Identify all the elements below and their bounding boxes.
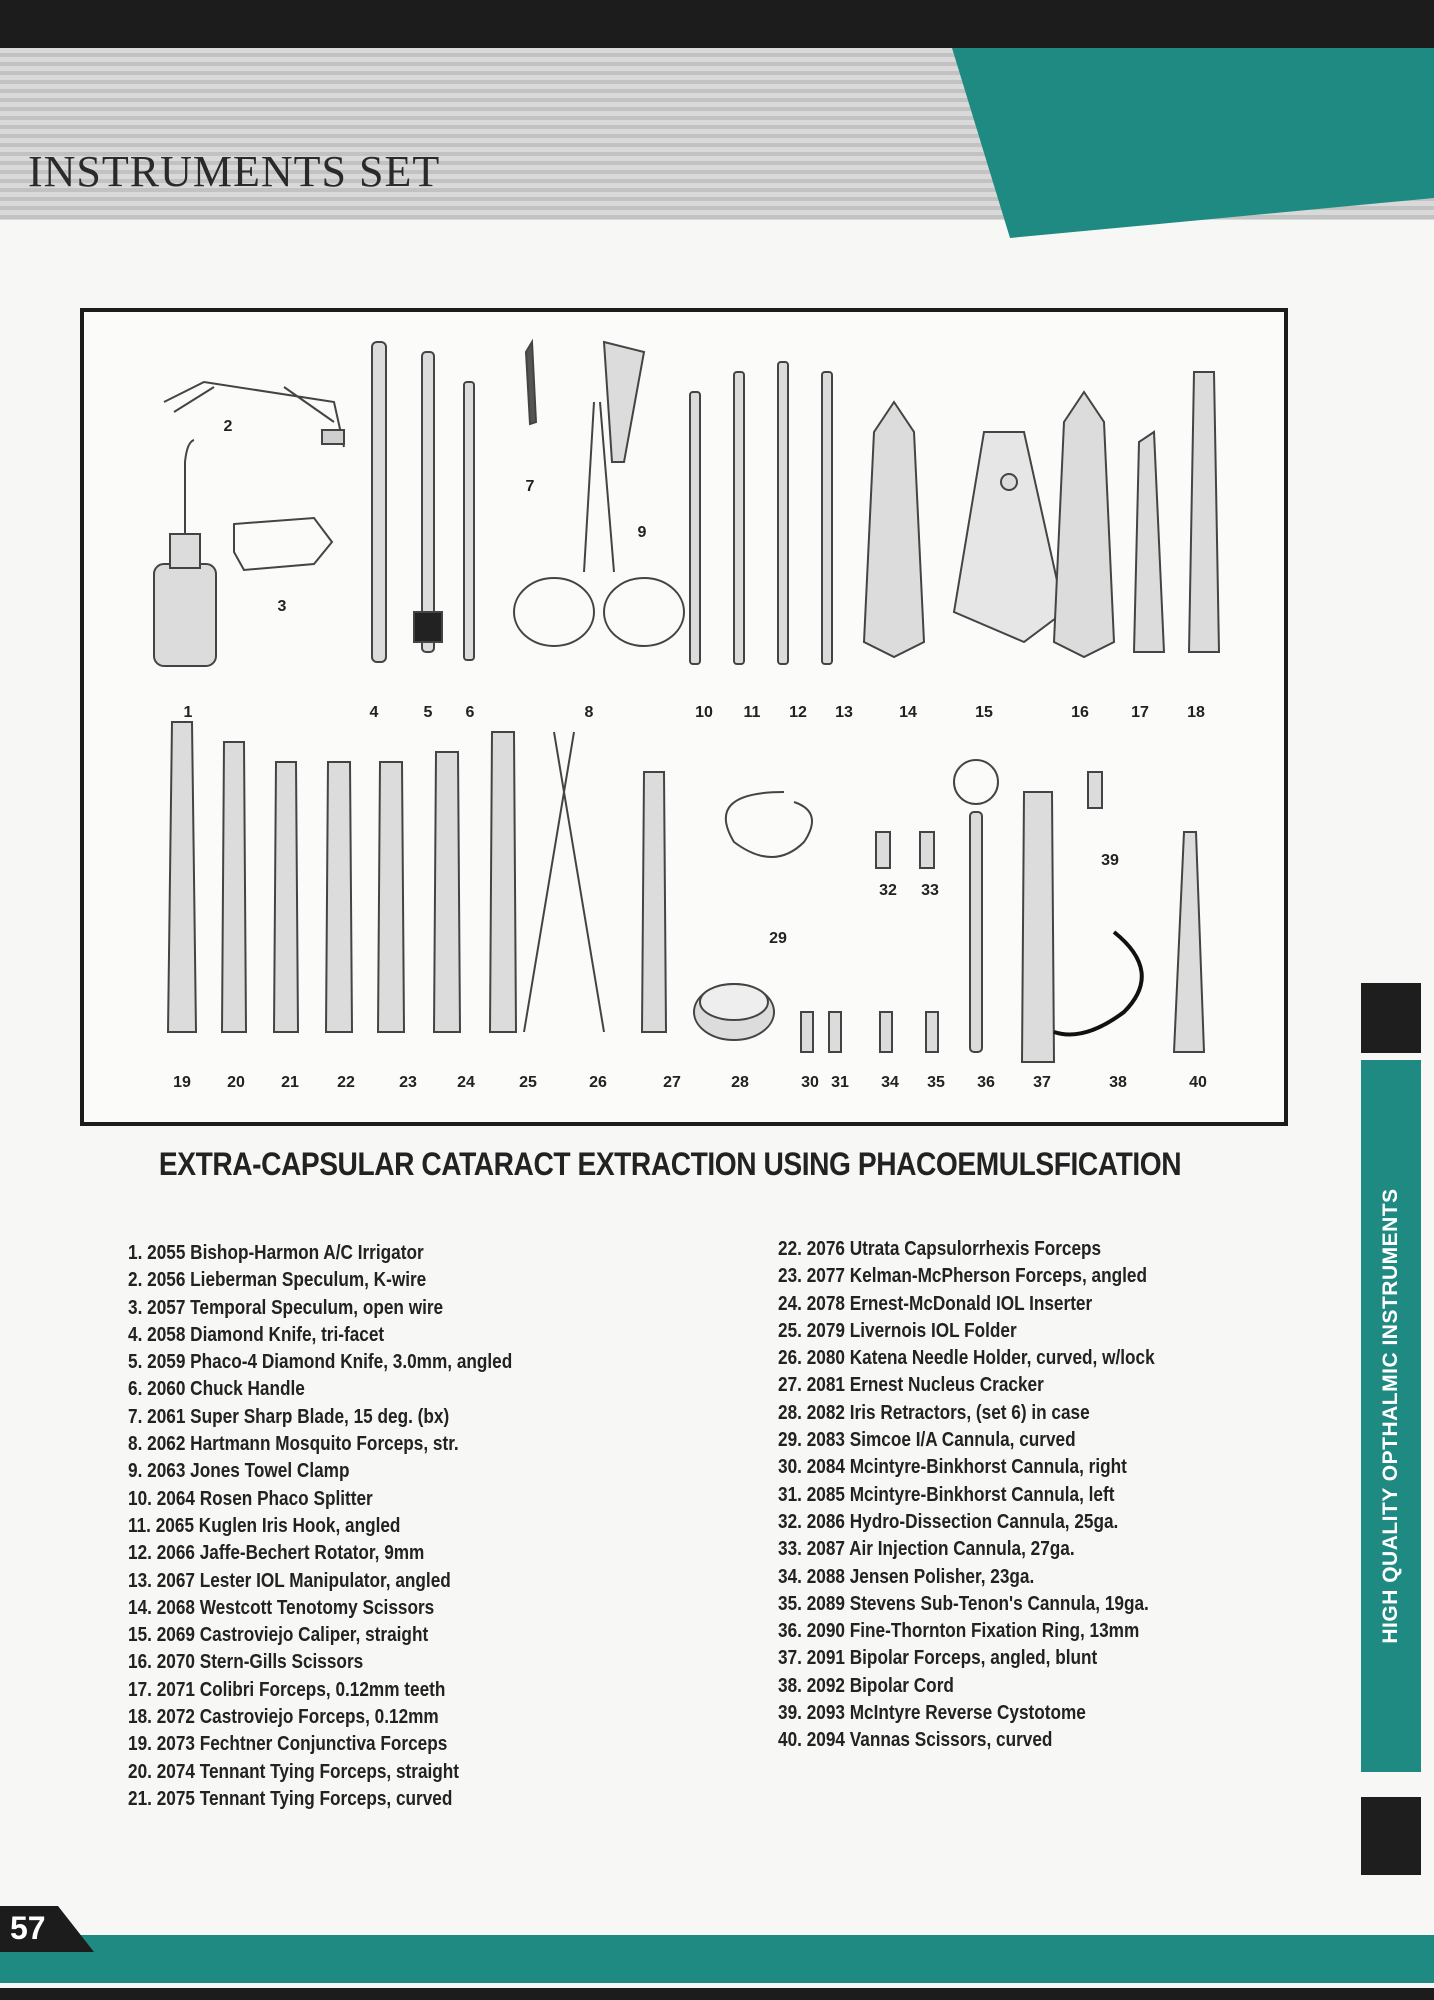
list-item: 10. 2064 Rosen Phaco Splitter (128, 1487, 373, 1510)
figure-number: 29 (769, 930, 787, 947)
figure-number: 15 (975, 704, 993, 721)
figure-number: 30 (801, 1074, 819, 1091)
retractor-case-illustration (694, 984, 774, 1040)
stern-gills-scissors-illustration (1054, 392, 1114, 657)
page-title: INSTRUMENTS SET (28, 147, 441, 196)
list-item: 23. 2077 Kelman-McPherson Forceps, angled (778, 1265, 1147, 1288)
list-item: 22. 2076 Utrata Capsulorrhexis Forceps (778, 1238, 1102, 1260)
figure-number: 38 (1109, 1074, 1127, 1091)
list-item: 4. 2058 Diamond Knife, tri-facet (128, 1323, 385, 1346)
figure-number: 21 (281, 1074, 299, 1091)
figure-number: 18 (1187, 704, 1205, 721)
figure-number: 14 (899, 704, 917, 721)
phaco-knife-illustration (422, 352, 434, 652)
castroviejo-forceps-illustration (1189, 372, 1219, 652)
figure-number: 19 (173, 1074, 191, 1091)
vannas-scissors-illustration (1174, 832, 1204, 1052)
list-item: 17. 2071 Colibri Forceps, 0.12mm teeth (128, 1678, 446, 1701)
caliper-illustration (954, 432, 1064, 642)
figure-number: 24 (457, 1074, 475, 1091)
list-item: 5. 2059 Phaco-4 Diamond Knife, 3.0mm, angled (128, 1351, 513, 1374)
side-tab-label: HIGH QUALITY OPTHALMIC INSTRUMENTS (1379, 1188, 1402, 1644)
temporal-speculum-illustration (234, 518, 332, 570)
list-item: 13. 2067 Lester IOL Manipulator, angled (128, 1569, 451, 1592)
list-item: 1. 2055 Bishop-Harmon A/C Irrigator (128, 1242, 424, 1264)
bottle-irrigator-illustration (154, 440, 216, 666)
figure-number: 7 (525, 478, 535, 495)
figure-number: 12 (789, 704, 807, 721)
figure-number: 16 (1071, 704, 1089, 721)
tenotomy-scissors-illustration (864, 402, 924, 657)
cannulas-illustration (801, 832, 938, 1052)
figure-number: 23 (399, 1074, 417, 1091)
list-item: 29. 2083 Simcoe I/A Cannula, curved (778, 1429, 1076, 1452)
list-item: 35. 2089 Stevens Sub-Tenon's Cannula, 19ga. (778, 1592, 1149, 1615)
list-item: 20. 2074 Tennant Tying Forceps, straight (128, 1760, 460, 1783)
list-item: 38. 2092 Bipolar Cord (778, 1674, 954, 1697)
iris-hook-illustration (734, 372, 744, 664)
figure-number: 39 (1101, 852, 1119, 869)
list-item: 15. 2069 Castroviejo Caliper, straight (128, 1624, 429, 1647)
figure-number: 32 (879, 882, 897, 899)
figure-number: 36 (977, 1074, 995, 1091)
forceps-row-illustration (168, 722, 666, 1032)
list-item: 12. 2066 Jaffe-Bechert Rotator, 9mm (128, 1542, 425, 1565)
chuck-handle-illustration (464, 382, 474, 660)
header-teal-shape (0, 48, 1434, 238)
instrument-figure (80, 308, 1288, 1126)
page-number: 57 (10, 1910, 46, 1946)
list-item: 9. 2063 Jones Towel Clamp (128, 1460, 350, 1483)
list-item: 28. 2082 Iris Retractors, (set 6) in case (778, 1401, 1090, 1424)
figure-number: 37 (1033, 1074, 1051, 1091)
list-item: 11. 2065 Kuglen Iris Hook, angled (128, 1514, 401, 1537)
instrument-list-right (778, 1236, 1216, 1755)
figure-number: 6 (465, 704, 475, 721)
list-item: 14. 2068 Westcott Tenotomy Scissors (128, 1596, 435, 1619)
section-title: EXTRA-CAPSULAR CATARACT EXTRACTION USING PHACOEMULSFICATION (158, 1146, 1182, 1182)
figure-number: 20 (227, 1074, 245, 1091)
footer-black-line (0, 1988, 1434, 2000)
bipolar-cord-illustration (1054, 932, 1142, 1035)
list-item: 32. 2086 Hydro-Dissection Cannula, 25ga. (778, 1510, 1119, 1533)
bipolar-forceps-illustration (1022, 792, 1054, 1062)
instrument-illustrations (84, 312, 1284, 1122)
figure-number: 3 (277, 598, 287, 615)
splitter-illustration (690, 392, 700, 664)
list-item: 24. 2078 Ernest-McDonald IOL Inserter (778, 1292, 1093, 1315)
side-tab-block-bottom (1361, 1797, 1421, 1875)
figure-number: 4 (369, 704, 379, 721)
list-item: 25. 2079 Livernois IOL Folder (778, 1319, 1017, 1342)
list-item: 31. 2085 Mcintyre-Binkhorst Cannula, left (778, 1483, 1115, 1506)
speculum-illustration (164, 382, 344, 447)
figure-number: 1 (183, 704, 193, 721)
figure-number: 22 (337, 1074, 355, 1091)
colibri-forceps-illustration (1134, 432, 1164, 652)
list-item: 3. 2057 Temporal Speculum, open wire (128, 1296, 444, 1319)
figure-number: 8 (584, 704, 594, 721)
list-item: 7. 2061 Super Sharp Blade, 15 deg. (bx) (128, 1405, 450, 1428)
list-item: 27. 2081 Ernest Nucleus Cracker (778, 1374, 1044, 1397)
list-item: 19. 2073 Fechtner Conjunctiva Forceps (128, 1733, 448, 1756)
list-item: 37. 2091 Bipolar Forceps, angled, blunt (778, 1647, 1098, 1670)
list-item: 18. 2072 Castroviejo Forceps, 0.12mm (128, 1706, 439, 1729)
list-item: 2. 2056 Lieberman Speculum, K-wire (128, 1269, 427, 1292)
figure-number: 17 (1131, 704, 1149, 721)
list-item: 30. 2084 Mcintyre-Binkhorst Cannula, right (778, 1456, 1127, 1479)
figure-number: 35 (927, 1074, 945, 1091)
fixation-ring-illustration (954, 760, 998, 1052)
list-item: 36. 2090 Fine-Thornton Fixation Ring, 13mm (778, 1620, 1140, 1643)
rotator-illustration (778, 362, 788, 664)
list-item: 8. 2062 Hartmann Mosquito Forceps, str. (128, 1433, 459, 1456)
figure-number: 10 (695, 704, 713, 721)
figure-number: 34 (881, 1074, 899, 1091)
figure-number: 9 (637, 524, 647, 541)
figure-number: 13 (835, 704, 853, 721)
header-black-bar (0, 0, 1434, 48)
figure-number: 25 (519, 1074, 537, 1091)
figure-number: 33 (921, 882, 939, 899)
list-item: 16. 2070 Stern-Gills Scissors (128, 1651, 364, 1674)
figure-number: 27 (663, 1074, 681, 1091)
mosquito-forceps-illustration (514, 402, 684, 646)
instrument-list-left (128, 1240, 575, 1813)
list-item: 39. 2093 McIntyre Reverse Cystotome (778, 1702, 1086, 1725)
figure-number: 26 (589, 1074, 607, 1091)
blade-illustration (526, 342, 536, 424)
figure-number: 31 (831, 1074, 849, 1091)
figure-number: 11 (743, 704, 761, 721)
figure-number: 28 (731, 1074, 749, 1091)
list-item: 34. 2088 Jensen Polisher, 23ga. (778, 1565, 1035, 1588)
manipulator-illustration (822, 372, 832, 664)
ia-cannula-illustration (726, 792, 812, 857)
list-item: 40. 2094 Vannas Scissors, curved (778, 1729, 1053, 1752)
side-tab-block-top (1361, 983, 1421, 1053)
list-item: 21. 2075 Tennant Tying Forceps, curved (128, 1787, 453, 1810)
towel-clamp-illustration (604, 342, 644, 462)
footer-teal-band (0, 1935, 1434, 1983)
cystotome-illustration (1088, 772, 1102, 808)
figure-number: 2 (223, 418, 233, 435)
list-item: 26. 2080 Katena Needle Holder, curved, w/lock (778, 1347, 1155, 1370)
list-item: 6. 2060 Chuck Handle (128, 1378, 305, 1401)
figure-number: 40 (1189, 1074, 1207, 1091)
list-item: 33. 2087 Air Injection Cannula, 27ga. (778, 1538, 1075, 1561)
knife-handle-illustration (372, 342, 386, 662)
figure-number: 5 (423, 704, 433, 721)
